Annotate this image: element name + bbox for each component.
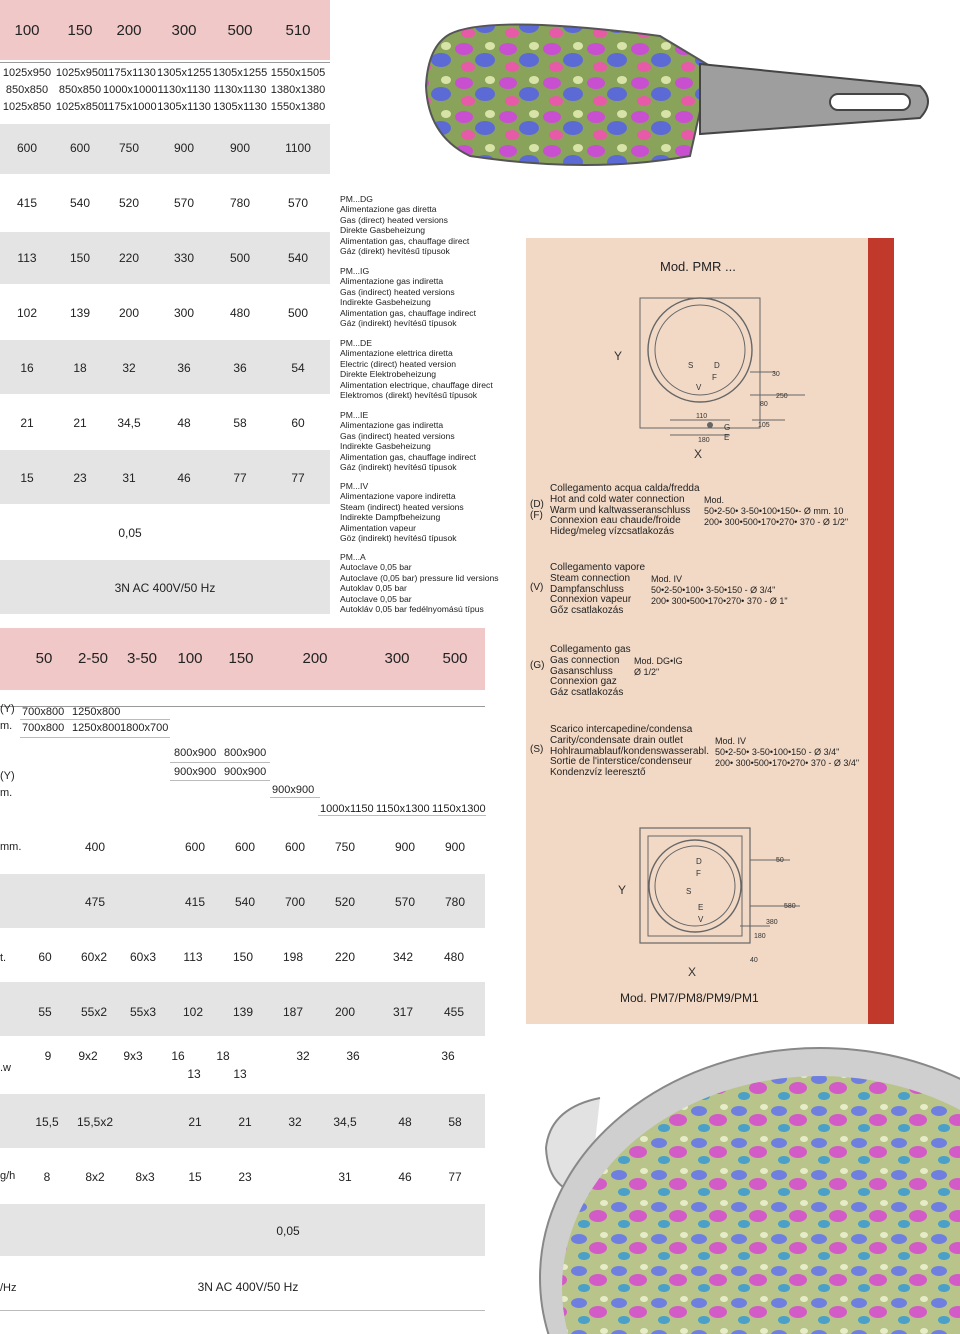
- panel-stripe: [868, 238, 894, 1024]
- version-block-pmiv: [340, 481, 464, 543]
- row-60-cell: 198: [282, 950, 304, 964]
- row-13-cell: 13: [187, 1067, 201, 1081]
- row-55-cell: 55x2: [80, 1005, 108, 1019]
- side-label: .w: [0, 1062, 11, 1074]
- connection-specs: [704, 495, 848, 527]
- d1-110: 110: [696, 413, 708, 420]
- bottom-header-50: 50: [35, 650, 53, 667]
- top-row-cell: 415: [16, 196, 38, 210]
- top-row-cell: 200: [118, 306, 140, 320]
- side-label: g/h: [0, 1170, 16, 1182]
- connection-spec-line: Mod. IV: [651, 574, 683, 584]
- version-line: Göz (indirekt) hevítésű típusok: [340, 533, 457, 544]
- row-400-cell: 750: [334, 840, 356, 854]
- bottom-header-3-50: 3-50: [126, 650, 158, 667]
- connection-text: [550, 725, 709, 779]
- row-9-cell: 9x3: [123, 1049, 143, 1063]
- row-8-cell: 15: [188, 1170, 202, 1184]
- version-line: Autoclave 0,05 bar: [340, 593, 412, 604]
- row-15-cell: 32: [288, 1115, 302, 1129]
- row-15-cell: 58: [448, 1115, 462, 1129]
- bottom-header-2-50: 2-50: [77, 650, 109, 667]
- dim-a-cell: 1250x800: [72, 722, 121, 734]
- version-line: Autokláv 0,05 bar fedélnyomású típus: [340, 604, 484, 615]
- top-header-510: 510: [285, 22, 311, 39]
- version-code: PM...IE: [340, 410, 369, 420]
- top-row-cell: 46: [177, 471, 191, 485]
- d1-80: 80: [760, 401, 768, 408]
- top-dim-cell: 1130x1130: [157, 84, 211, 96]
- version-line: Autoclave (0,05 bar) pressure lid versions: [340, 572, 499, 583]
- row-400-cell: 400: [84, 840, 106, 854]
- row-9-cell: 32: [296, 1049, 310, 1063]
- version-line: Alimentation vapeur: [340, 522, 416, 533]
- row-55-cell: 102: [182, 1005, 204, 1019]
- top-row-cell: 32: [122, 361, 136, 375]
- connection-spec-line: Mod. IV: [715, 736, 747, 746]
- version-line: Alimentazione gas indiretta: [340, 420, 444, 431]
- top-dim-cell: 1025x850: [2, 101, 52, 113]
- side-label: m.: [0, 787, 13, 799]
- connection-line: Connexion eau chaude/froide: [550, 515, 681, 527]
- connection-spec-line: 50•2-50• 3-50•100•150 - Ø 3/4": [715, 746, 840, 757]
- top-header-500: 500: [227, 22, 253, 39]
- version-block-pmde: [340, 338, 493, 400]
- d1-x: X: [694, 447, 703, 461]
- top-row-cell: 570: [173, 196, 195, 210]
- row-15-cell: 15,5: [35, 1115, 59, 1129]
- row-600-cell: 600: [16, 141, 38, 155]
- bowl-image: [490, 1038, 960, 1334]
- row-8-cell: 23: [238, 1170, 252, 1184]
- row-600-cell: 900: [173, 141, 195, 155]
- row-60-cell: 342: [392, 950, 414, 964]
- version-line: Indirekte Gasbeheizung: [340, 297, 431, 308]
- version-line: Alimentation gas, chauffage direct: [340, 235, 470, 246]
- top-dim-cell: 1550x1380: [270, 101, 326, 113]
- row-60-cell: 60: [38, 950, 52, 964]
- version-line: Indirekte Dampfbeheizung: [340, 512, 441, 523]
- connection-line: Hot and cold water connection: [550, 493, 685, 505]
- row-15-cell: 34,5: [333, 1115, 357, 1129]
- d1-f: F: [712, 373, 717, 382]
- bottom-header-500: 500: [442, 650, 468, 667]
- connection-text: [550, 645, 631, 699]
- row-55-cell: 187: [282, 1005, 304, 1019]
- connection-spec-line: Ø 1/2": [634, 666, 660, 677]
- row-15-cell: 48: [398, 1115, 412, 1129]
- top-row-cell: 150: [69, 251, 91, 265]
- version-line: Direkte Elektrobeheizung: [340, 369, 437, 380]
- row-8-cell: 8x3: [135, 1170, 155, 1184]
- row-55-cell: 139: [232, 1005, 254, 1019]
- row-55-cell: 55: [38, 1005, 52, 1019]
- dim-b-cell: 1150x1300: [376, 803, 430, 815]
- version-line: Gáz (indirekt) hevítésű típusok: [340, 462, 457, 473]
- diagram-1-title: Mod. PMR ...: [660, 259, 736, 274]
- row-13-cell: 13: [233, 1067, 247, 1081]
- connection-specs: [715, 736, 859, 768]
- row-60-cell: 220: [334, 950, 356, 964]
- connection-line: Gőz csatlakozás: [550, 605, 624, 617]
- row-15-cell: 21: [238, 1115, 252, 1129]
- side-label: mm.: [0, 841, 22, 853]
- row-600-cell: 1100: [285, 141, 311, 155]
- d2-f: F: [696, 869, 701, 878]
- connection-line: Gasanschluss: [550, 665, 613, 677]
- top-dim-cell: 1305x1255: [212, 67, 268, 79]
- row-475-cell: 475: [84, 895, 106, 909]
- connection-line: Collegamento acqua calda/fredda: [550, 483, 700, 494]
- connection-specs: [634, 656, 683, 678]
- connection-line: Dampfanschluss: [550, 583, 624, 595]
- top-row-cell: 23: [73, 471, 87, 485]
- top-row-cell: 540: [69, 196, 91, 210]
- version-code: PM...A: [340, 552, 366, 562]
- top-row-cell: 300: [173, 306, 195, 320]
- connection-code: (D) (F): [530, 499, 544, 521]
- top-dim-cell: 1025x950: [2, 67, 52, 79]
- top-row-cell: 500: [229, 251, 251, 265]
- top-dim-cell: 1305x1255: [157, 67, 212, 79]
- top-row-cell: 54: [291, 361, 305, 375]
- top-row-cell: 570: [287, 196, 309, 210]
- top-row-cell: 780: [229, 196, 251, 210]
- d2-s: S: [686, 887, 692, 896]
- connection-spec-line: Mod.: [704, 495, 725, 505]
- top-dim-cell: 1025x950: [55, 67, 105, 79]
- d2-v: V: [698, 915, 704, 924]
- row-15-cell: 21: [188, 1115, 202, 1129]
- connection-line: Gáz csatlakozás: [550, 687, 624, 699]
- d2-380: 380: [766, 919, 778, 926]
- row-60-cell: 60x2: [80, 950, 108, 964]
- d1-y: Y: [614, 349, 623, 363]
- top-dim-cell: 1000x1000: [103, 84, 158, 96]
- version-line: Alimentazione elettrica diretta: [340, 348, 453, 359]
- top-header-100: 100: [14, 22, 40, 39]
- version-block-pma: [340, 552, 499, 614]
- version-line: Alimentation electrique, chauffage direct: [340, 379, 493, 390]
- connection-spec-line: 200• 300•500•170•270• 370 - Ø 1": [651, 595, 788, 606]
- version-line: Alimentazione gas diretta: [340, 204, 437, 215]
- bottom-pressure: 0,05: [276, 1224, 300, 1238]
- row-9-cell: 9: [44, 1049, 52, 1063]
- row-475-cell: 700: [284, 895, 306, 909]
- version-line: Direkte Gasbeheizung: [340, 225, 426, 236]
- dim-b-cell: 900x900: [272, 784, 315, 796]
- version-line: Gas (direct) heated versions: [340, 214, 448, 225]
- top-dim-cell: 1305x1130: [157, 101, 211, 113]
- row-55-cell: 200: [334, 1005, 356, 1019]
- top-row-cell: 18: [73, 361, 87, 375]
- connection-line: Steam connection: [550, 572, 631, 584]
- top-header-150: 150: [67, 22, 93, 39]
- dim-b-cell: 1000x1150: [320, 803, 374, 815]
- top-pressure: 0,05: [118, 526, 142, 540]
- row-15-cell: 15,5x2: [76, 1115, 114, 1129]
- diagram-2-title: Mod. PM7/PM8/PM9/PM1: [620, 991, 759, 1005]
- row-60-cell: 113: [183, 950, 203, 964]
- top-dim-cell: 1175x1000: [103, 101, 157, 113]
- bottom-header-100: 100: [177, 650, 203, 667]
- dim-b-cell: 1150x1300: [432, 803, 486, 815]
- row-475-cell: 570: [394, 895, 416, 909]
- version-line: Alimentation gas, chauffage indirect: [340, 307, 476, 318]
- row-600-cell: 600: [69, 141, 91, 155]
- side-label: m.: [0, 720, 13, 732]
- d1-30: 30: [772, 371, 780, 378]
- top-row-cell: 220: [118, 251, 140, 265]
- scoop-image: [410, 6, 940, 181]
- d2-180: 180: [754, 933, 766, 940]
- top-row-cell: 480: [229, 306, 251, 320]
- top-row-cell: 330: [173, 251, 195, 265]
- top-row-cell: 540: [287, 251, 309, 265]
- d1-g: G: [724, 423, 731, 432]
- row-400-cell: 600: [234, 840, 256, 854]
- d1-s: S: [688, 361, 694, 370]
- d1-180: 180: [698, 437, 710, 444]
- connection-line: Kondenzvíz leeresztő: [550, 767, 646, 779]
- top-dim-cell: 1175x1130: [103, 67, 156, 79]
- connection-spec-line: 50•2-50• 3-50•100•150•- Ø mm. 10: [704, 505, 844, 516]
- row-400-cell: 900: [444, 840, 466, 854]
- connection-spec-line: Mod. DG•IG: [634, 656, 683, 666]
- connection-line: Collegamento gas: [550, 644, 631, 655]
- band-ar: [0, 1204, 485, 1256]
- top-row-cell: 48: [177, 416, 191, 430]
- version-block-pmie: [340, 410, 476, 472]
- table-rule: [170, 762, 270, 763]
- top-row-cell: 500: [287, 306, 309, 320]
- dim-a-cell: 1800x700: [120, 722, 169, 734]
- connection-line: Connexion gaz: [550, 676, 617, 688]
- dim-b-cell: 900x900: [224, 766, 267, 778]
- connection-line: Sortie de l'interstice/condenseur: [550, 756, 692, 768]
- version-line: Indirekte Gasbeheizung: [340, 441, 431, 452]
- side-label: /Hz: [0, 1282, 17, 1294]
- connection-code: (S): [530, 744, 544, 755]
- d1-250: 250: [776, 393, 788, 400]
- version-block-pmdg: [340, 194, 469, 256]
- row-475-cell: 415: [184, 895, 206, 909]
- top-row-cell: 34,5: [117, 416, 141, 430]
- top-row-cell: 36: [177, 361, 191, 375]
- row-9-cell: 36: [441, 1049, 455, 1063]
- table-rule: [20, 737, 170, 738]
- dim-b-cell: 800x900: [224, 747, 267, 759]
- top-row-cell: 31: [122, 471, 136, 485]
- dim-a-cell: 700x800: [22, 722, 65, 734]
- d2-e: E: [698, 903, 704, 912]
- row-55-cell: 455: [443, 1005, 465, 1019]
- top-row-cell: 16: [20, 361, 34, 375]
- table-rule: [270, 797, 320, 798]
- version-line: Electric (direct) heated version: [340, 358, 457, 369]
- top-row-cell: 21: [20, 416, 34, 430]
- top-row-cell: 77: [233, 471, 247, 485]
- version-code: PM...DG: [340, 194, 373, 204]
- top-row-cell: 15: [20, 471, 34, 485]
- row-475-cell: 520: [334, 895, 356, 909]
- d1-105: 105: [758, 422, 770, 429]
- row-600-cell: 900: [229, 141, 251, 155]
- dim-a-cell: 700x800: [22, 706, 65, 718]
- dim-b-cell: 800x900: [174, 747, 217, 759]
- d1-e: E: [724, 433, 730, 442]
- version-line: Gas (indirect) heated versions: [340, 430, 455, 441]
- version-line: Autoclave 0,05 bar: [340, 562, 412, 573]
- connection-line: Warm und kaltwasseranschluss: [550, 504, 691, 516]
- row-600-cell: 750: [118, 141, 140, 155]
- row-475-cell: 780: [444, 895, 466, 909]
- row-8-cell: 8x2: [85, 1170, 105, 1184]
- top-row-cell: 139: [69, 306, 91, 320]
- row-400-cell: 600: [184, 840, 206, 854]
- top-header-200: 200: [116, 22, 142, 39]
- table-rule: [170, 780, 270, 781]
- version-line: Gas (indirect) heated versions: [340, 286, 455, 297]
- side-label: (Y): [0, 770, 15, 782]
- connection-line: Hohlraumablauf/kondenswasserabl.: [550, 745, 709, 757]
- connection-line: Carity/condensate drain outlet: [550, 734, 683, 746]
- version-line: Alimentazione vapore indiretta: [340, 491, 456, 502]
- version-code: PM...IG: [340, 266, 370, 276]
- row-60-cell: 150: [232, 950, 254, 964]
- top-row-cell: 60: [291, 416, 305, 430]
- connection-text: [550, 484, 700, 538]
- version-line: Alimentazione gas indiretta: [340, 276, 444, 287]
- connection-line: Hideg/meleg vízcsatlakozás: [550, 526, 674, 538]
- bottom-power: 3N AC 400V/50 Hz: [197, 1280, 299, 1294]
- top-dim-cell: 850x850: [5, 84, 49, 96]
- top-dim-cell: 1025x850: [55, 101, 105, 113]
- top-dim-cell: 1305x1130: [213, 101, 267, 113]
- top-header-300: 300: [171, 22, 197, 39]
- top-row-cell: 113: [17, 251, 37, 265]
- top-row-cell: 102: [16, 306, 38, 320]
- row-9-cell: 9x2: [78, 1049, 98, 1063]
- table-rule: [20, 719, 170, 720]
- top-dim-cell: 1130x1130: [213, 84, 267, 96]
- top-row-cell: 77: [291, 471, 305, 485]
- side-label: t.: [0, 952, 7, 964]
- row-9-cell: 18: [216, 1049, 230, 1063]
- top-row-cell: 21: [73, 416, 87, 430]
- row-8-cell: 77: [448, 1170, 462, 1184]
- row-475-cell: 540: [234, 895, 256, 909]
- version-block-pmig: [340, 266, 476, 328]
- version-line: Steam (indirect) heated versions: [340, 501, 464, 512]
- bottom-header-150: 150: [228, 650, 254, 667]
- top-dim-cell: 1550x1505: [270, 67, 326, 79]
- top-dim-cell: 850x850: [58, 84, 102, 96]
- dim-b-cell: 900x900: [174, 766, 217, 778]
- row-55-cell: 55x3: [129, 1005, 157, 1019]
- connection-spec-line: 200• 300•500•170•270• 370 - Ø 1/2": [704, 516, 849, 527]
- d2-x: X: [688, 965, 697, 979]
- d2-50: 50: [776, 857, 784, 864]
- side-label: (Y): [0, 703, 15, 715]
- row-400-cell: 600: [284, 840, 306, 854]
- diagram-1: [600, 280, 820, 470]
- connection-code: (G): [530, 660, 545, 671]
- d2-40: 40: [750, 957, 758, 964]
- version-code: PM...DE: [340, 338, 372, 348]
- row-8-cell: 31: [338, 1170, 352, 1184]
- row-8-cell: 8: [43, 1170, 51, 1184]
- row-55-cell: 317: [392, 1005, 414, 1019]
- connection-line: Gas connection: [550, 654, 620, 666]
- connection-code: (V): [530, 582, 544, 593]
- top-row-cell: 520: [118, 196, 140, 210]
- connection-spec-line: 50•2-50•100• 3-50•150 - Ø 3/4": [651, 584, 776, 595]
- version-code: PM...IV: [340, 481, 369, 491]
- top-dim-cell: 1380x1380: [270, 84, 326, 96]
- bottom-header-300: 300: [384, 650, 410, 667]
- connection-text: [550, 563, 645, 617]
- version-line: Gáz (direkt) hevítésű típusok: [340, 246, 450, 257]
- row-8-cell: 46: [398, 1170, 412, 1184]
- bottom-header-200: 200: [302, 650, 328, 667]
- version-line: Autoklav 0,05 bar: [340, 583, 407, 594]
- row-60-cell: 60x3: [129, 950, 157, 964]
- connection-specs: [651, 574, 788, 606]
- top-row-cell: 58: [233, 416, 247, 430]
- dim-a-cell: 1250x800: [72, 706, 121, 718]
- row-9-cell: 36: [346, 1049, 360, 1063]
- row-400-cell: 900: [394, 840, 416, 854]
- row-9-cell: 16: [171, 1049, 185, 1063]
- diagram-2: [600, 826, 820, 986]
- connection-line: Connexion vapeur: [550, 594, 632, 606]
- connection-line: Collegamento vapore: [550, 562, 646, 573]
- top-power: 3N AC 400V/50 Hz: [114, 581, 216, 595]
- row-60-cell: 480: [443, 950, 465, 964]
- top-row-cell: 36: [233, 361, 247, 375]
- d2-d: D: [696, 857, 702, 866]
- version-line: Elektromos (direkt) hevítésű típusok: [340, 390, 478, 401]
- connection-line: Scarico intercapedine/condensa: [550, 724, 693, 735]
- d1-v: V: [696, 383, 702, 392]
- version-line: Alimentation gas, chauffage indirect: [340, 451, 476, 462]
- connection-spec-line: 200• 300•500•170•270• 370 - Ø 3/4": [715, 757, 860, 768]
- d1-d: D: [714, 361, 720, 370]
- table-rule: [318, 815, 486, 816]
- version-line: Gáz (indirekt) hevítésű típusok: [340, 318, 457, 329]
- d2-y: Y: [618, 883, 627, 897]
- d2-580: 580: [784, 903, 796, 910]
